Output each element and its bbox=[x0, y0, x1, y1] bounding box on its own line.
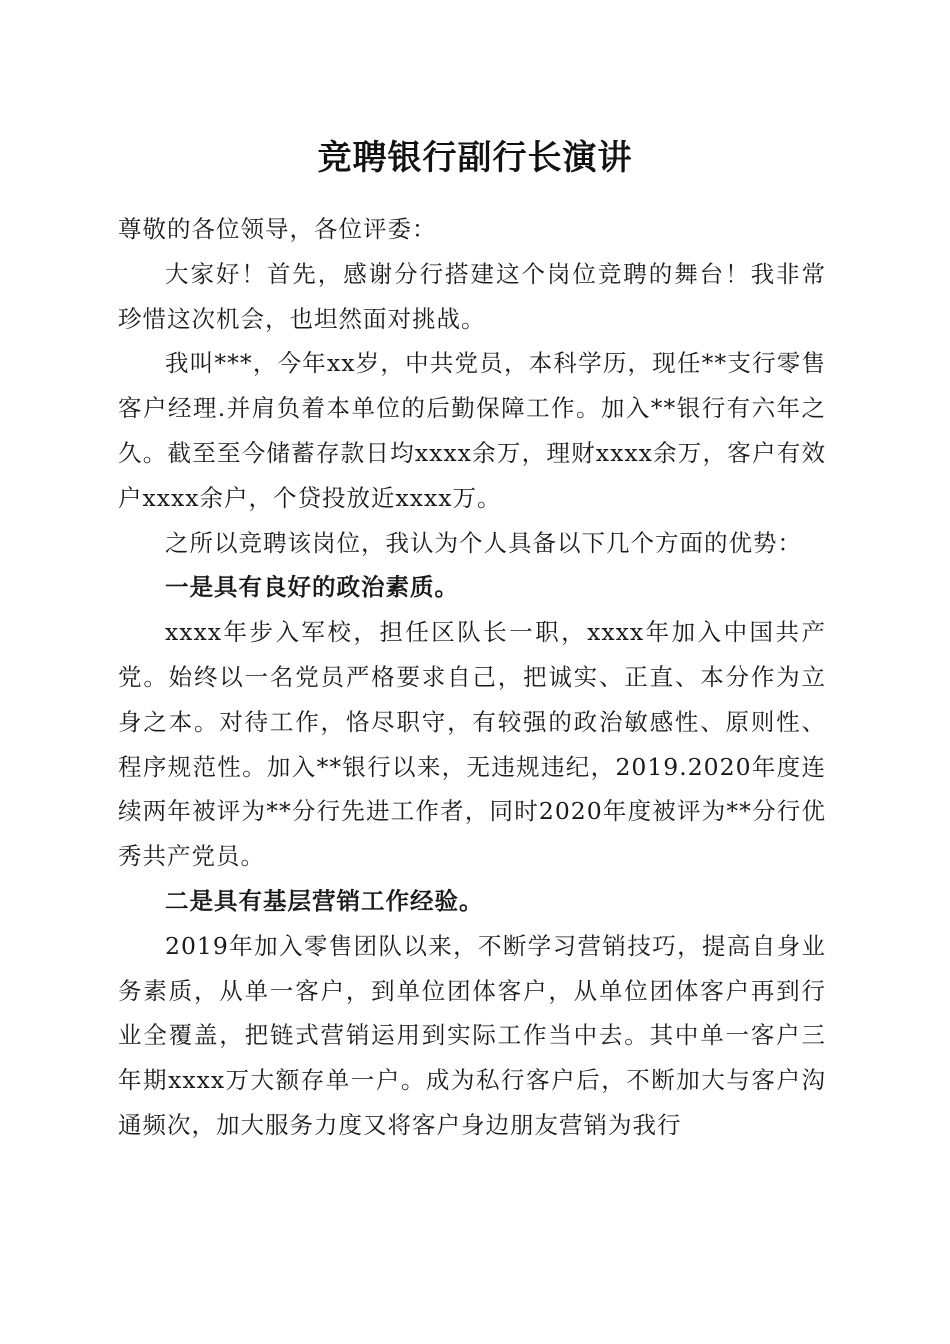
section-heading-marketing-experience: 二是具有基层营销工作经验。 bbox=[165, 886, 484, 915]
salutation: 尊敬的各位领导，各位评委： bbox=[118, 215, 437, 243]
document-title: 竞聘银行副行长演讲 bbox=[317, 138, 633, 178]
document-body bbox=[118, 207, 826, 1148]
paragraph-advantages-intro: 之所以竞聘该岗位，我认为个人具备以下几个方面的优势： bbox=[165, 528, 802, 557]
paragraph-self-introduction: 我叫***，今年xx岁，中共党员，本科学历，现任**支行零售客户经理.并肩负着本单位的后勤保障工作。加入**银行有六年之久。截至至今储蓄存款日均xxxx余万，理财xxxx余万，客户有效户xxxx余户，个贷投放近xxxx万。 bbox=[118, 349, 826, 512]
section-heading-political-quality: 一是具有良好的政治素质。 bbox=[165, 573, 459, 602]
paragraph-marketing-experience: 2019年加入零售团队以来，不断学习营销技巧，提高自身业务素质，从单一客户，到单位团体客户，从单位团体客户再到行业全覆盖，把链式营销运用到实际工作当中去。其中单一客户三年期xxxx万大额存单一户。成为私行客户后，不断加大与客户沟通频次，加大服务力度又将客户身边朋友营销为我行 bbox=[118, 931, 826, 1139]
paragraph-political-quality: xxxx年步入军校，担任区队长一职，xxxx年加入中国共产党。始终以一名党员严格要求自己，把诚实、正直、本分作为立身之本。对待工作，恪尽职守，有较强的政治敏感性、原则性、程序规范性。加入**银行以来，无违规违纪，2019.2020年度连续两年被评为**分行先进工作者，同时2020年度被评为**分行优秀共产党员。 bbox=[118, 618, 826, 871]
paragraph-greeting: 大家好！首先，感谢分行搭建这个岗位竞聘的舞台！我非常珍惜这次机会，也坦然面对挑战。 bbox=[118, 259, 826, 333]
